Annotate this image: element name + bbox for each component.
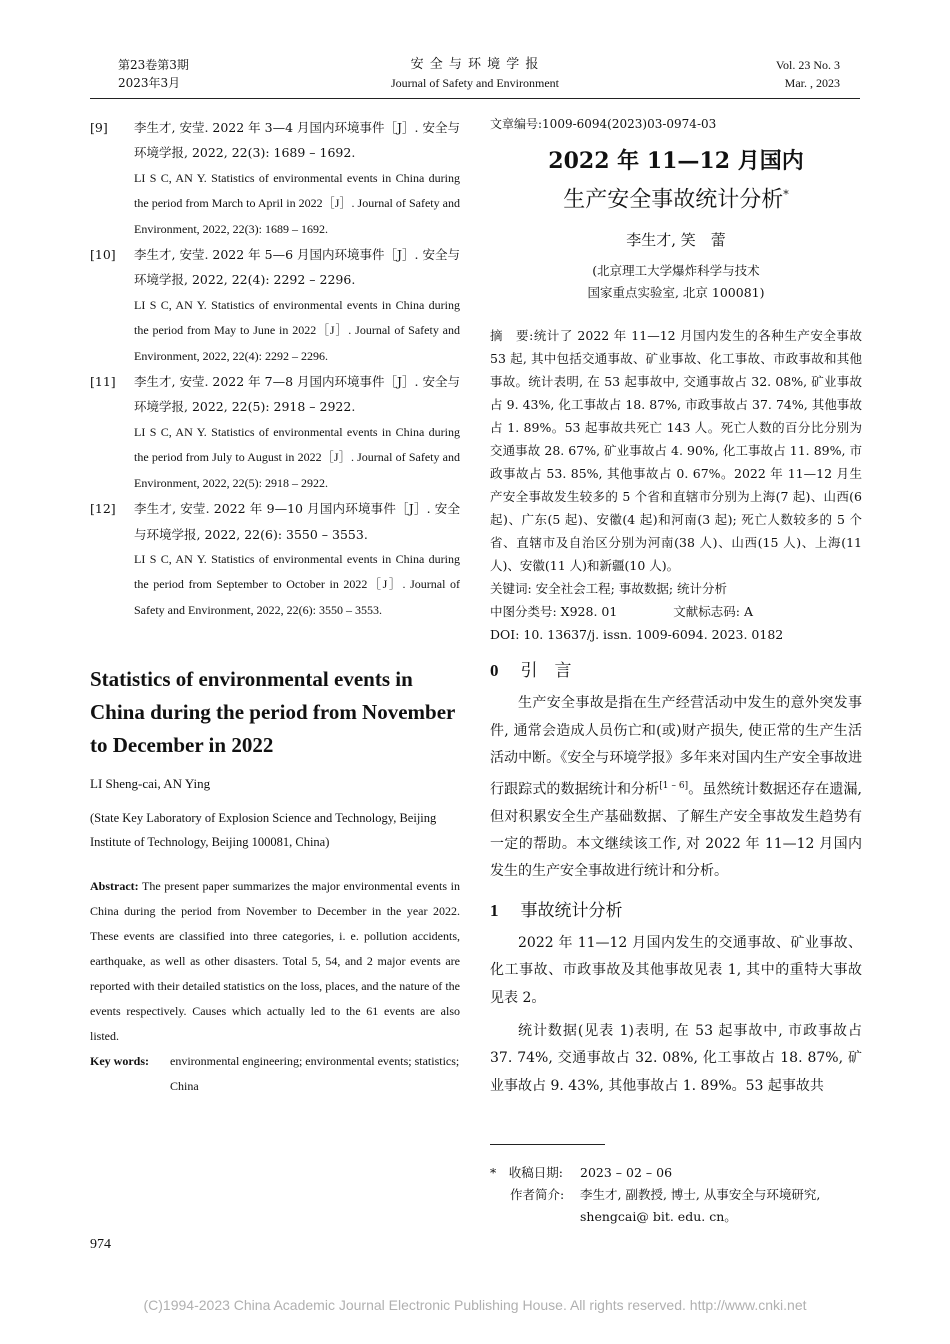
chinese-abstract (490, 324, 862, 577)
section-heading-1 (490, 898, 862, 924)
body-paragraph: 2022 年 11—12 月国内发生的交通事故、矿业事故、化工事故、市政事故及其他事故见表 1, 其中的重特大事故见表 2。 (490, 934, 862, 1006)
cnki-watermark: (C)1994-2023 China Academic Journal Electronic Publishing House. All rights reserved. http://www.cnki.net (143, 1297, 807, 1313)
title-line-2-text: 生产安全事故统计分析 (563, 187, 784, 213)
journal-name (325, 56, 625, 92)
reference-en: LI S C, AN Y. Statistics of environmental events in China during the period from July to August in 2022［J］. Journal of Safety and Environment, 2022, 22(5): 2918 – 2922. (134, 424, 460, 490)
title-footnote-mark: * (783, 188, 789, 201)
received-label: * 收稿日期: (490, 1165, 563, 1180)
journal-volume-info (118, 56, 248, 92)
reference-number: [11] (90, 374, 116, 390)
chinese-affiliation (490, 260, 862, 304)
journal-name-en: Journal of Safety and Environment (391, 76, 559, 90)
abstract-label-zh: 摘 要: (490, 328, 534, 344)
abstract-text: The present paper summarizes the major environmental events in China during the period from November to December in the year 2022. These events are classified into three categories, i. e. pollution accidents, earthquake, as well as other disasters. Total 5, 54, and 2 major events are reported with their detailed statistics on the loss, places, and the nature of the events respectively. Causes which actually led to the 61 events are also listed. (90, 879, 460, 1044)
section-title: 事故统计分析 (520, 900, 623, 921)
keywords-text: environmental engineering; environmental events; statistics; China (170, 1054, 460, 1094)
reference-en: LI S C, AN Y. Statistics of environmental events in China during the period from May to June in 2022［J］. Journal of Safety and Environment, 2022, 22(4): 2292 – 2296. (134, 297, 460, 363)
english-authors: LI Sheng-cai, AN Ying (90, 776, 211, 792)
reference-item (90, 496, 460, 623)
received-date (490, 1162, 862, 1184)
intro-paragraph (490, 690, 862, 886)
section-number: 1 (490, 900, 499, 920)
reference-zh: 李生才, 安莹. 2022 年 5—6 月国内环境事件［J］. 安全与环境学报, 2022, 22(4): 2292 – 2296. (134, 247, 460, 288)
author-bio (490, 1184, 862, 1228)
reference-en: LI S C, AN Y. Statistics of environmental events in China during the period from March to April in 2022［J］. Journal of Safety and Environment, 2022, 22(3): 1689 – 1692. (134, 170, 460, 236)
classification-line (490, 600, 862, 623)
doi: DOI: 10. 13637/j. issn. 1009-6094. 2023. 0182 (490, 627, 784, 643)
reference-zh: 李生才, 安莹. 2022 年 7—8 月国内环境事件［J］. 安全与环境学报, 2022, 22(5): 2918 – 2922. (134, 374, 460, 415)
abstract-label: Abstract: (90, 879, 139, 894)
abstract-text-zh: 统计了 2022 年 11—12 月国内发生的各种生产安全事故 53 起, 其中包括交通事故、矿业事故、化工事故、市政事故和其他事故。统计表明, 在 53 起事故中, 交通事故占 32. 08%, 矿业事故占 9. 43%, 化工事故占 18. 87%, 市政事故占 37. 74%, 其他事故占 1. 89%。53 起事故共死亡 143 人。死亡人数的百分比分别为交通事故 28. 67%, 矿业事故占 4. 90%, 化工事故占 11. 89%, 市政事故占 53. 85%, 其他事故占 0. 67%。2022 年 11—12 月生产安全事故发生较多的 5 个省和直辖市分别为上海(7 起)、山西(6 起)、广东(5 起)、安徽(4 起)和河南(3 起); 死亡人数较多的 5 个省、直辖市及自治区分别为河南(38 人)、山西(15 人)、上海(11 人)、安徽(11 人)和新疆(10 人)。 (490, 328, 862, 574)
chinese-authors: 李生才, 笑 蕾 (626, 231, 726, 250)
reference-item (90, 242, 460, 369)
english-affiliation: (State Key Laboratory of Explosion Science and Technology, Beijing Institute of Technology, Beijing 100081, China) (90, 811, 437, 850)
header-rule (90, 98, 860, 99)
reference-number: [9] (90, 120, 108, 135)
title-line-1: 2022 年 11—12 月国内 (548, 148, 804, 174)
footnote (490, 1162, 862, 1228)
section-number: 0 (490, 661, 499, 681)
journal-name-zh: 安 全 与 环 境 学 报 (410, 57, 540, 72)
document-code: 文献标志码: A (673, 604, 754, 620)
body-paragraph: 统计数据(见表 1)表明, 在 53 起事故中, 市政事故占 37. 74%, 交通事故占 32. 08%, 化工事故占 18. 87%, 矿业事故占 9. 43%, 其他事故占 1. 89%。53 起事故共 (490, 1023, 862, 1094)
issue-date: 2023年3月 (118, 76, 181, 90)
reference-number: [10] (90, 247, 116, 263)
volume-issue: 第23卷第3期 (118, 58, 189, 72)
affiliation-line-1: (北京理工大学爆炸科学与技术 (592, 263, 760, 279)
reference-item (90, 115, 460, 242)
chinese-title (490, 144, 862, 217)
affiliation-line-2: 国家重点实验室, 北京 100081) (587, 285, 765, 301)
date-en: Mar. , 2023 (784, 76, 840, 90)
bio-label: 作者简介: (510, 1187, 565, 1202)
reference-list (90, 115, 460, 623)
article-number: 文章编号:1009-6094(2023)03-0974-03 (490, 117, 717, 131)
section-title: 引 言 (520, 661, 572, 682)
title-line-2 (490, 178, 862, 217)
english-title: Statistics of environmental events in China during the period from November to December in 2022 (90, 667, 455, 758)
left-column (90, 115, 460, 1099)
chinese-keywords: 关键词: 安全社会工程; 事故数据; 统计分析 (490, 581, 728, 597)
intro-text-a: 生产安全事故是指在生产经营活动中发生的意外突发事件, 通常会造成人员伤亡和(或)财产损失, 使正常的生产生活活动中断。《安全与环境学报》多年来对国内生产安全事故进行跟踪式的数据统计和分析 (490, 695, 862, 798)
reference-zh: 李生才, 安莹. 2022 年 3—4 月国内环境事件［J］. 安全与环境学报, 2022, 22(3): 1689 – 1692. (134, 120, 460, 161)
reference-item (90, 369, 460, 496)
journal-volume-en (700, 56, 840, 92)
vol-no-en: Vol. 23 No. 3 (775, 58, 840, 72)
reference-number: [12] (90, 501, 116, 517)
reference-en: LI S C, AN Y. Statistics of environmental events in China during the period from September to October in 2022［J］. Journal of Safety and Environment, 2022, 22(6): 3550 – 3553. (134, 551, 460, 617)
page-number: 974 (90, 1237, 111, 1252)
clc-number: 中图分类号: X928. 01 (490, 604, 618, 620)
english-abstract (90, 874, 460, 1049)
right-column (490, 115, 862, 1100)
citation: [1 – 6] (659, 780, 689, 791)
intro-text-b: 。虽然统计数据还存在遗漏, 但对积累安全生产基础数据、了解生产安全事故发生趋势有一定的帮助。本文继续该工作, 对 2022 年 11—12 月国内发生的生产安全事故进行统计和分析。 (490, 781, 863, 880)
english-keywords (90, 1049, 460, 1099)
section-heading-0 (490, 658, 862, 684)
keywords-label: Key words: (90, 1054, 149, 1069)
footnote-rule (490, 1144, 605, 1145)
received-value: 2023 – 02 – 06 (580, 1165, 673, 1180)
bio-value: 李生才, 副教授, 博士, 从事安全与环境研究, shengcai@ bit. edu. cn。 (580, 1187, 821, 1224)
reference-zh: 李生才, 安莹. 2022 年 9—10 月国内环境事件［J］. 安全与环境学报, 2022, 22(6): 3550 – 3553. (134, 501, 460, 542)
